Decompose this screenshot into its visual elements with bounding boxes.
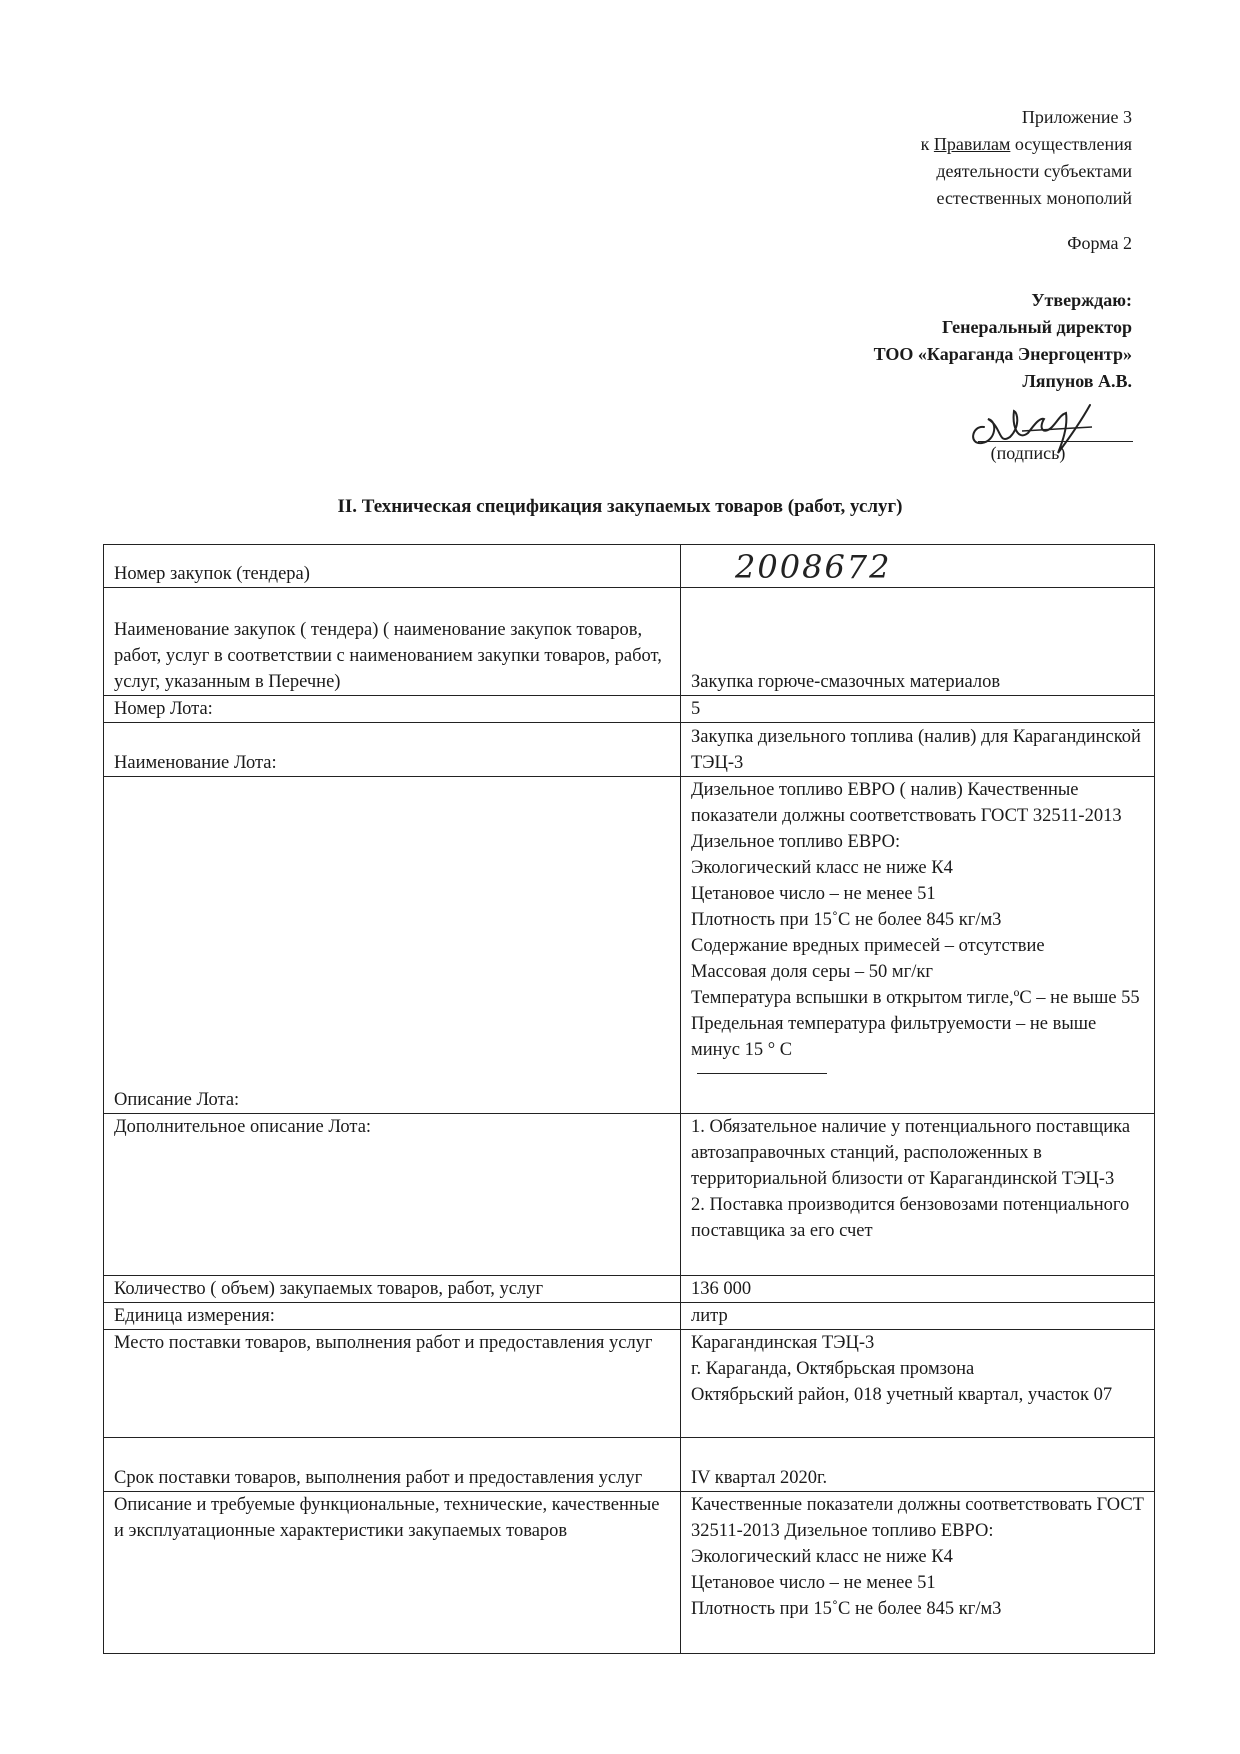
appendix-line2-rest: осуществления (1010, 134, 1132, 154)
approver-name: Ляпунов А.В. (1022, 371, 1132, 391)
form-number: Форма 2 (1067, 233, 1132, 253)
row-value: 136 000 (681, 1276, 1155, 1303)
row-label: Место поставки товаров, выполнения работ и предоставления услуг (104, 1330, 681, 1438)
appendix-header (921, 104, 1132, 212)
table-row (104, 1114, 1155, 1276)
signature-caption: (подпись) (990, 443, 1066, 463)
row-label: Наименование закупок ( тендера) ( наименование закупок товаров, работ, услуг в соответствии с наименованием закупки товаров, работ, услуг, указанным в Перечне) (104, 588, 681, 696)
approver-position: Генеральный директор (942, 317, 1132, 337)
row-value: литр (681, 1303, 1155, 1330)
row-value: Карагандинская ТЭЦ-3 г. Караганда, Октябрьская промзона Октябрьский район, 018 учетный квартал, участок 07 (681, 1330, 1155, 1438)
document-title: II. Техническая спецификация закупаемых товаров (работ, услуг) (337, 496, 903, 517)
row-label: Номер закупок (тендера) (104, 545, 681, 588)
appendix-number: Приложение 3 (1021, 107, 1132, 127)
table-row (104, 1330, 1155, 1438)
signature-line (978, 441, 1133, 442)
row-label: Срок поставки товаров, выполнения работ и предоставления услуг (104, 1438, 681, 1492)
row-label: Единица измерения: (104, 1303, 681, 1330)
table-row (104, 1303, 1155, 1330)
row-label: Дополнительное описание Лота: (104, 1114, 681, 1276)
table-row (104, 588, 1155, 696)
row-value-cell (681, 545, 1155, 588)
value-underline (697, 1073, 827, 1074)
table-row (104, 723, 1155, 777)
appendix-line3: деятельности субъектами (936, 161, 1132, 181)
row-value: Закупка горюче-смазочных материалов (681, 588, 1155, 696)
appendix-line4: естественных монополий (936, 188, 1132, 208)
row-value: IV квартал 2020г. (681, 1438, 1155, 1492)
table-row (104, 777, 1155, 1114)
rules-link[interactable]: Правилам (933, 134, 1011, 154)
approval-block (874, 287, 1132, 395)
row-label: Количество ( объем) закупаемых товаров, работ, услуг (104, 1276, 681, 1303)
row-value: Качественные показатели должны соответствовать ГОСТ 32511-2013 Дизельное топливо ЕВРО: Экологический класс не ниже К4 Цетановое число – не менее 51 Плотность при 15˚С не более 845 кг/м3 (681, 1492, 1155, 1654)
tender-number-handwritten: 2008672 (735, 548, 892, 586)
row-value: 5 (681, 696, 1155, 723)
row-value: 1. Обязательное наличие у потенциального поставщика автозаправочных станций, расположенных в территориальной близости от Карагандинской ТЭЦ-3 2. Поставка производится бензовозами потенциального поставщика за его счет (681, 1114, 1155, 1276)
row-label: Описание и требуемые функциональные, технические, качественные и эксплуатационные характеристики закупаемых товаров (104, 1492, 681, 1654)
appendix-prefix: к (920, 134, 934, 154)
table-row (104, 1276, 1155, 1303)
row-value-cell (681, 777, 1155, 1114)
table-row (104, 1492, 1155, 1654)
row-value: Дизельное топливо ЕВРО ( налив) Качественные показатели должны соответствовать ГОСТ 32511-2013 Дизельное топливо ЕВРО: Экологический класс не ниже К4 Цетановое число – не менее 51 Плотность при 15˚С не более 845 кг/м3 Содержание вредных примесей – отсутствие Массовая доля серы – 50 мг/кг Температура вспышки в открытом тигле,ºС – не выше 55 Предельная температура фильтруемости – не выше минус 15 ° С (691, 780, 1140, 1060)
row-value: Закупка дизельного топлива (налив) для Карагандинской ТЭЦ-3 (681, 723, 1155, 777)
approver-company: ТОО «Караганда Энергоцентр» (873, 344, 1132, 364)
table-row (104, 545, 1155, 588)
table-row (104, 696, 1155, 723)
row-label: Наименование Лота: (104, 723, 681, 777)
approval-heading: Утверждаю: (1031, 290, 1132, 310)
table-row (104, 1438, 1155, 1492)
row-label: Номер Лота: (104, 696, 681, 723)
row-label: Описание Лота: (104, 777, 681, 1114)
appendix-rules-line (921, 131, 1132, 158)
specification-table (103, 544, 1155, 1654)
